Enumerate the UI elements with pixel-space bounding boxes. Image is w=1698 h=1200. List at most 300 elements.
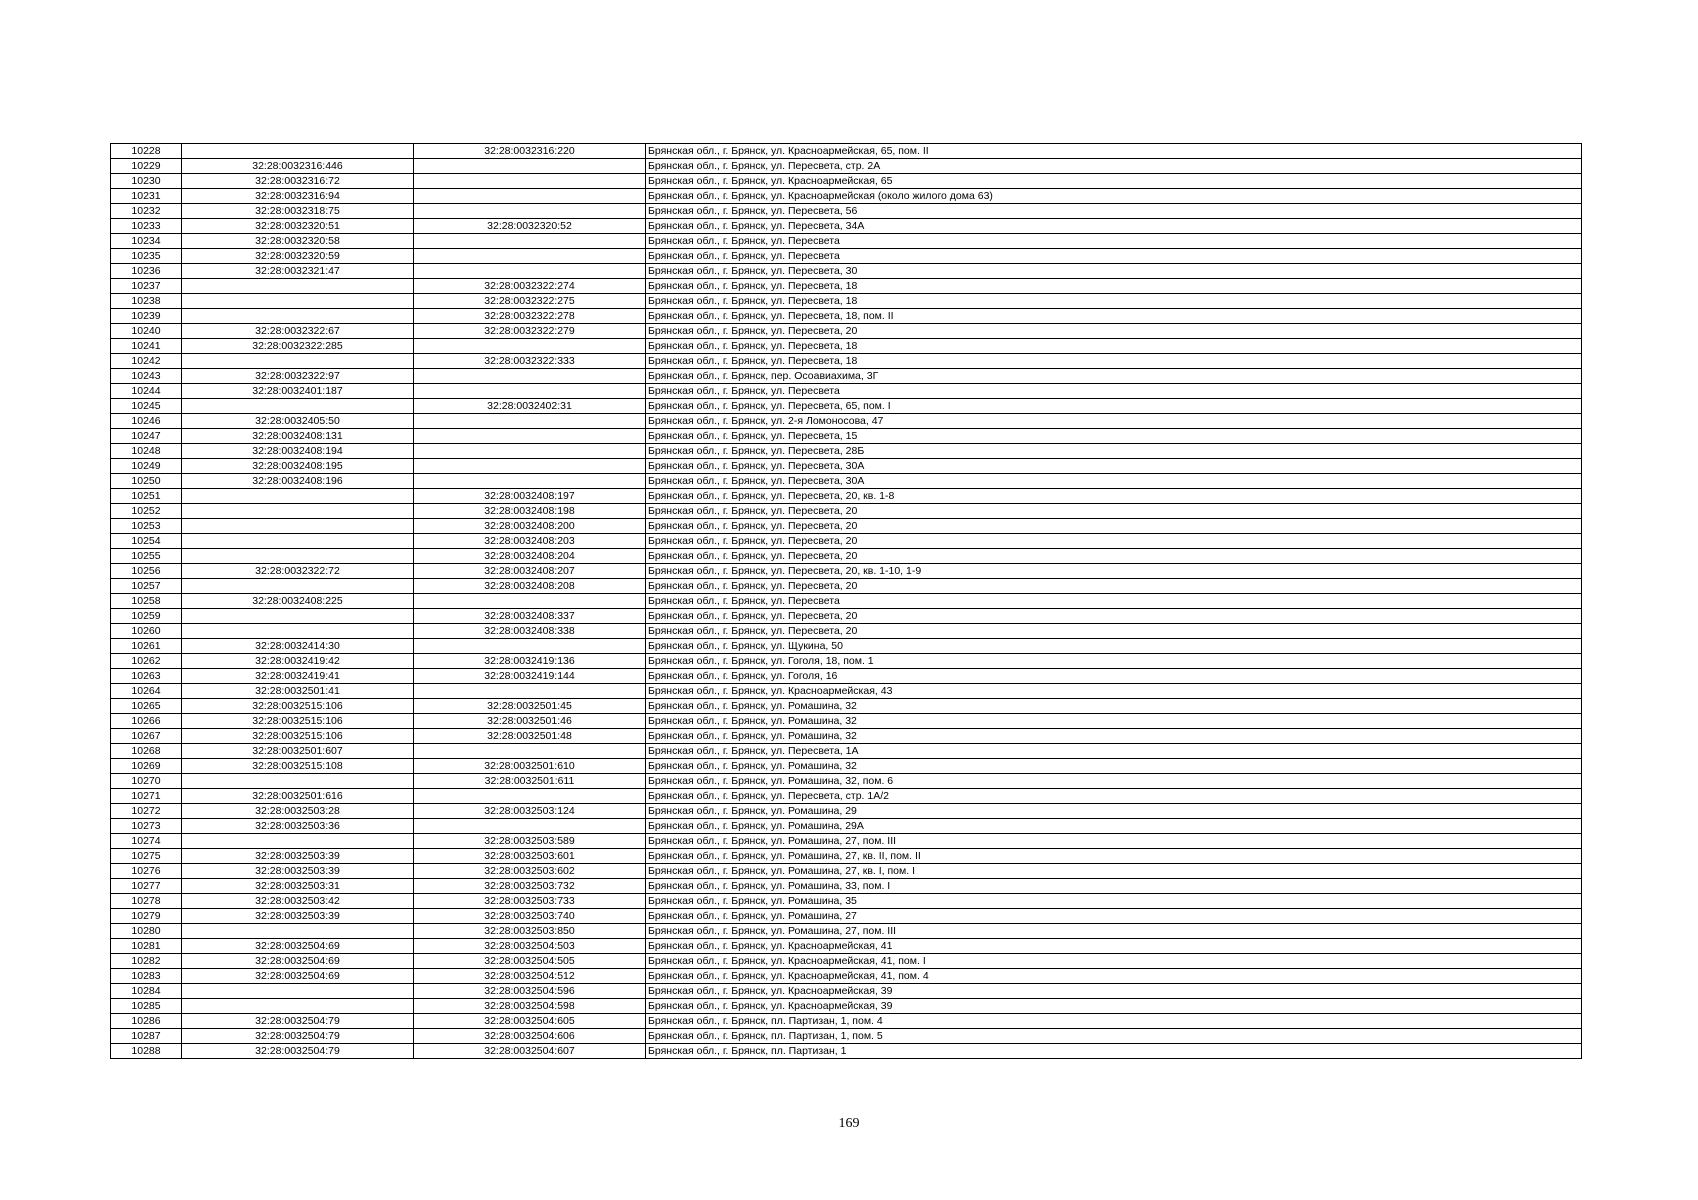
table-row [111, 969, 1582, 984]
address-cell: Брянская обл., г. Брянск, ул. Щукина, 50 [646, 639, 1582, 654]
table-row [111, 669, 1582, 684]
address-cell: Брянская обл., г. Брянск, ул. Ромашина, 27, кв. I, пом. I [646, 864, 1582, 879]
land-cadastral-cell: 32:28:0032408:195 [182, 459, 414, 474]
table-row [111, 369, 1582, 384]
land-cadastral-cell: 32:28:0032408:225 [182, 594, 414, 609]
land-cadastral-cell: 32:28:0032515:106 [182, 699, 414, 714]
building-cadastral-cell: 32:28:0032322:274 [414, 279, 646, 294]
table-row [111, 384, 1582, 399]
address-cell: Брянская обл., г. Брянск, ул. Красноармейская, 43 [646, 684, 1582, 699]
row-number-cell: 10272 [111, 804, 182, 819]
address-cell: Брянская обл., г. Брянск, ул. Пересвета, 30А [646, 459, 1582, 474]
row-number-cell: 10260 [111, 624, 182, 639]
building-cadastral-cell: 32:28:0032408:207 [414, 564, 646, 579]
row-number-cell: 10286 [111, 1014, 182, 1029]
row-number-cell: 10263 [111, 669, 182, 684]
row-number-cell: 10265 [111, 699, 182, 714]
building-cadastral-cell: 32:28:0032501:46 [414, 714, 646, 729]
address-cell: Брянская обл., г. Брянск, ул. Гоголя, 18, пом. 1 [646, 654, 1582, 669]
row-number-cell: 10232 [111, 204, 182, 219]
address-cell: Брянская обл., г. Брянск, ул. Пересвета [646, 594, 1582, 609]
table-row [111, 609, 1582, 624]
address-cell: Брянская обл., г. Брянск, ул. Пересвета, 56 [646, 204, 1582, 219]
building-cadastral-cell [414, 429, 646, 444]
land-cadastral-cell: 32:28:0032419:41 [182, 669, 414, 684]
address-cell: Брянская обл., г. Брянск, ул. Пересвета, 20, кв. 1-8 [646, 489, 1582, 504]
table-row [111, 894, 1582, 909]
land-cadastral-cell: 32:28:0032515:106 [182, 714, 414, 729]
building-cadastral-cell: 32:28:0032504:596 [414, 984, 646, 999]
table-row [111, 294, 1582, 309]
land-cadastral-cell: 32:28:0032503:36 [182, 819, 414, 834]
row-number-cell: 10268 [111, 744, 182, 759]
table-row [111, 819, 1582, 834]
building-cadastral-cell: 32:28:0032322:278 [414, 309, 646, 324]
building-cadastral-cell: 32:28:0032408:198 [414, 504, 646, 519]
table-row [111, 1044, 1582, 1059]
address-cell: Брянская обл., г. Брянск, ул. Пересвета, 1А [646, 744, 1582, 759]
building-cadastral-cell [414, 444, 646, 459]
building-cadastral-cell [414, 819, 646, 834]
land-cadastral-cell: 32:28:0032318:75 [182, 204, 414, 219]
land-cadastral-cell: 32:28:0032504:69 [182, 954, 414, 969]
address-cell: Брянская обл., г. Брянск, ул. Пересвета, стр. 2А [646, 159, 1582, 174]
row-number-cell: 10264 [111, 684, 182, 699]
table-row [111, 144, 1582, 159]
address-cell: Брянская обл., г. Брянск, ул. Пересвета, 15 [646, 429, 1582, 444]
table-row [111, 579, 1582, 594]
land-cadastral-cell: 32:28:0032316:94 [182, 189, 414, 204]
land-cadastral-cell [182, 984, 414, 999]
row-number-cell: 10267 [111, 729, 182, 744]
building-cadastral-cell [414, 639, 646, 654]
table-row [111, 924, 1582, 939]
building-cadastral-cell: 32:28:0032408:204 [414, 549, 646, 564]
row-number-cell: 10287 [111, 1029, 182, 1044]
address-cell: Брянская обл., г. Брянск, ул. Пересвета, 30А [646, 474, 1582, 489]
land-cadastral-cell: 32:28:0032408:194 [182, 444, 414, 459]
address-cell: Брянская обл., г. Брянск, ул. Красноармейская, 41 [646, 939, 1582, 954]
land-cadastral-cell [182, 279, 414, 294]
building-cadastral-cell: 32:28:0032501:45 [414, 699, 646, 714]
building-cadastral-cell: 32:28:0032503:733 [414, 894, 646, 909]
building-cadastral-cell: 32:28:0032504:598 [414, 999, 646, 1014]
address-cell: Брянская обл., г. Брянск, ул. Пересвета, 20 [646, 324, 1582, 339]
building-cadastral-cell: 32:28:0032504:605 [414, 1014, 646, 1029]
land-cadastral-cell: 32:28:0032405:50 [182, 414, 414, 429]
building-cadastral-cell: 32:28:0032501:611 [414, 774, 646, 789]
building-cadastral-cell [414, 384, 646, 399]
address-cell: Брянская обл., г. Брянск, ул. Пересвета, 20 [646, 579, 1582, 594]
table-row [111, 699, 1582, 714]
table-row [111, 939, 1582, 954]
land-cadastral-cell: 32:28:0032503:31 [182, 879, 414, 894]
building-cadastral-cell [414, 234, 646, 249]
building-cadastral-cell [414, 369, 646, 384]
land-cadastral-cell: 32:28:0032401:187 [182, 384, 414, 399]
address-cell: Брянская обл., г. Брянск, ул. Красноармейская, 65 [646, 174, 1582, 189]
land-cadastral-cell: 32:28:0032515:106 [182, 729, 414, 744]
table-row [111, 714, 1582, 729]
registry-table-container [110, 143, 1582, 1059]
address-cell: Брянская обл., г. Брянск, ул. Пересвета, 20 [646, 624, 1582, 639]
building-cadastral-cell: 32:28:0032419:144 [414, 669, 646, 684]
land-cadastral-cell [182, 519, 414, 534]
row-number-cell: 10279 [111, 909, 182, 924]
land-cadastral-cell: 32:28:0032503:28 [182, 804, 414, 819]
address-cell: Брянская обл., г. Брянск, ул. Пересвета, стр. 1А/2 [646, 789, 1582, 804]
table-row [111, 639, 1582, 654]
land-cadastral-cell: 32:28:0032408:131 [182, 429, 414, 444]
land-cadastral-cell [182, 609, 414, 624]
row-number-cell: 10281 [111, 939, 182, 954]
table-row [111, 189, 1582, 204]
land-cadastral-cell [182, 309, 414, 324]
table-row [111, 429, 1582, 444]
building-cadastral-cell [414, 264, 646, 279]
building-cadastral-cell: 32:28:0032501:610 [414, 759, 646, 774]
table-row [111, 219, 1582, 234]
address-cell: Брянская обл., г. Брянск, пл. Партизан, 1, пом. 4 [646, 1014, 1582, 1029]
building-cadastral-cell: 32:28:0032402:31 [414, 399, 646, 414]
table-row [111, 564, 1582, 579]
land-cadastral-cell [182, 294, 414, 309]
building-cadastral-cell: 32:28:0032501:48 [414, 729, 646, 744]
land-cadastral-cell [182, 534, 414, 549]
row-number-cell: 10259 [111, 609, 182, 624]
row-number-cell: 10235 [111, 249, 182, 264]
land-cadastral-cell [182, 999, 414, 1014]
land-cadastral-cell: 32:28:0032504:79 [182, 1014, 414, 1029]
address-cell: Брянская обл., г. Брянск, ул. Пересвета, 34А [646, 219, 1582, 234]
land-cadastral-cell [182, 774, 414, 789]
land-cadastral-cell: 32:28:0032316:446 [182, 159, 414, 174]
building-cadastral-cell [414, 339, 646, 354]
table-row [111, 879, 1582, 894]
address-cell: Брянская обл., г. Брянск, ул. Ромашина, 29А [646, 819, 1582, 834]
building-cadastral-cell [414, 159, 646, 174]
land-cadastral-cell: 32:28:0032320:51 [182, 219, 414, 234]
building-cadastral-cell [414, 204, 646, 219]
land-cadastral-cell: 32:28:0032322:285 [182, 339, 414, 354]
land-cadastral-cell: 32:28:0032414:30 [182, 639, 414, 654]
row-number-cell: 10283 [111, 969, 182, 984]
building-cadastral-cell: 32:28:0032503:740 [414, 909, 646, 924]
table-row [111, 789, 1582, 804]
building-cadastral-cell [414, 789, 646, 804]
address-cell: Брянская обл., г. Брянск, ул. Пересвета [646, 234, 1582, 249]
row-number-cell: 10239 [111, 309, 182, 324]
building-cadastral-cell: 32:28:0032503:589 [414, 834, 646, 849]
row-number-cell: 10262 [111, 654, 182, 669]
address-cell: Брянская обл., г. Брянск, ул. Красноармейская, 41, пом. 4 [646, 969, 1582, 984]
table-row [111, 204, 1582, 219]
land-cadastral-cell: 32:28:0032503:39 [182, 849, 414, 864]
address-cell: Брянская обл., г. Брянск, ул. Пересвета, 18 [646, 354, 1582, 369]
land-cadastral-cell: 32:28:0032320:59 [182, 249, 414, 264]
row-number-cell: 10250 [111, 474, 182, 489]
table-row [111, 474, 1582, 489]
table-row [111, 414, 1582, 429]
row-number-cell: 10258 [111, 594, 182, 609]
land-cadastral-cell: 32:28:0032322:97 [182, 369, 414, 384]
row-number-cell: 10249 [111, 459, 182, 474]
address-cell: Брянская обл., г. Брянск, ул. Ромашина, 33, пом. I [646, 879, 1582, 894]
address-cell: Брянская обл., г. Брянск, пл. Партизан, 1 [646, 1044, 1582, 1059]
table-row [111, 864, 1582, 879]
row-number-cell: 10251 [111, 489, 182, 504]
building-cadastral-cell: 32:28:0032408:203 [414, 534, 646, 549]
building-cadastral-cell: 32:28:0032503:732 [414, 879, 646, 894]
building-cadastral-cell [414, 474, 646, 489]
table-row [111, 264, 1582, 279]
land-cadastral-cell: 32:28:0032504:79 [182, 1029, 414, 1044]
building-cadastral-cell: 32:28:0032408:337 [414, 609, 646, 624]
land-cadastral-cell [182, 354, 414, 369]
address-cell: Брянская обл., г. Брянск, ул. Ромашина, 35 [646, 894, 1582, 909]
address-cell: Брянская обл., г. Брянск, ул. Красноармейская, 41, пом. I [646, 954, 1582, 969]
table-row [111, 909, 1582, 924]
row-number-cell: 10288 [111, 1044, 182, 1059]
table-row [111, 279, 1582, 294]
row-number-cell: 10273 [111, 819, 182, 834]
land-cadastral-cell [182, 549, 414, 564]
row-number-cell: 10269 [111, 759, 182, 774]
table-row [111, 339, 1582, 354]
address-cell: Брянская обл., г. Брянск, ул. Ромашина, 27, кв. II, пом. II [646, 849, 1582, 864]
address-cell: Брянская обл., г. Брянск, ул. Пересвета, 20 [646, 534, 1582, 549]
address-cell: Брянская обл., г. Брянск, ул. Красноармейская, 39 [646, 984, 1582, 999]
address-cell: Брянская обл., г. Брянск, ул. Ромашина, 32, пом. 6 [646, 774, 1582, 789]
row-number-cell: 10256 [111, 564, 182, 579]
row-number-cell: 10284 [111, 984, 182, 999]
row-number-cell: 10243 [111, 369, 182, 384]
row-number-cell: 10254 [111, 534, 182, 549]
land-cadastral-cell: 32:28:0032501:616 [182, 789, 414, 804]
row-number-cell: 10233 [111, 219, 182, 234]
row-number-cell: 10252 [111, 504, 182, 519]
land-cadastral-cell: 32:28:0032321:47 [182, 264, 414, 279]
row-number-cell: 10285 [111, 999, 182, 1014]
registry-table [110, 143, 1582, 1059]
address-cell: Брянская обл., г. Брянск, ул. Пересвета, 18 [646, 294, 1582, 309]
building-cadastral-cell [414, 744, 646, 759]
building-cadastral-cell: 32:28:0032504:505 [414, 954, 646, 969]
table-row [111, 444, 1582, 459]
building-cadastral-cell: 32:28:0032322:279 [414, 324, 646, 339]
table-row [111, 654, 1582, 669]
table-row [111, 999, 1582, 1014]
land-cadastral-cell [182, 489, 414, 504]
land-cadastral-cell: 32:28:0032316:72 [182, 174, 414, 189]
building-cadastral-cell: 32:28:0032503:124 [414, 804, 646, 819]
table-row [111, 594, 1582, 609]
row-number-cell: 10261 [111, 639, 182, 654]
building-cadastral-cell [414, 249, 646, 264]
address-cell: Брянская обл., г. Брянск, ул. Ромашина, 32 [646, 759, 1582, 774]
land-cadastral-cell [182, 579, 414, 594]
table-row [111, 249, 1582, 264]
building-cadastral-cell [414, 414, 646, 429]
table-row [111, 849, 1582, 864]
address-cell: Брянская обл., г. Брянск, ул. Красноармейская, 39 [646, 999, 1582, 1014]
row-number-cell: 10234 [111, 234, 182, 249]
address-cell: Брянская обл., г. Брянск, ул. Пересвета, 65, пом. I [646, 399, 1582, 414]
land-cadastral-cell: 32:28:0032503:39 [182, 864, 414, 879]
row-number-cell: 10236 [111, 264, 182, 279]
land-cadastral-cell [182, 834, 414, 849]
row-number-cell: 10255 [111, 549, 182, 564]
row-number-cell: 10245 [111, 399, 182, 414]
row-number-cell: 10253 [111, 519, 182, 534]
land-cadastral-cell: 32:28:0032419:42 [182, 654, 414, 669]
building-cadastral-cell [414, 594, 646, 609]
table-row [111, 624, 1582, 639]
table-row [111, 159, 1582, 174]
land-cadastral-cell: 32:28:0032322:67 [182, 324, 414, 339]
address-cell: Брянская обл., г. Брянск, ул. Пересвета, 18, пом. II [646, 309, 1582, 324]
building-cadastral-cell [414, 189, 646, 204]
building-cadastral-cell: 32:28:0032408:208 [414, 579, 646, 594]
address-cell: Брянская обл., г. Брянск, ул. Пересвета, 18 [646, 339, 1582, 354]
land-cadastral-cell [182, 924, 414, 939]
address-cell: Брянская обл., г. Брянск, ул. Пересвета, 30 [646, 264, 1582, 279]
address-cell: Брянская обл., г. Брянск, ул. Пересвета, 20 [646, 609, 1582, 624]
row-number-cell: 10247 [111, 429, 182, 444]
land-cadastral-cell: 32:28:0032504:79 [182, 1044, 414, 1059]
building-cadastral-cell: 32:28:0032504:512 [414, 969, 646, 984]
page-number: 169 [838, 1116, 860, 1131]
table-row [111, 549, 1582, 564]
table-row [111, 174, 1582, 189]
table-row [111, 459, 1582, 474]
row-number-cell: 10275 [111, 849, 182, 864]
address-cell: Брянская обл., г. Брянск, ул. Пересвета, 28Б [646, 444, 1582, 459]
table-row [111, 759, 1582, 774]
address-cell: Брянская обл., г. Брянск, ул. 2-я Ломоносова, 47 [646, 414, 1582, 429]
building-cadastral-cell: 32:28:0032503:601 [414, 849, 646, 864]
building-cadastral-cell: 32:28:0032503:602 [414, 864, 646, 879]
row-number-cell: 10270 [111, 774, 182, 789]
address-cell: Брянская обл., г. Брянск, ул. Ромашина, 27, пом. III [646, 924, 1582, 939]
table-row [111, 324, 1582, 339]
table-row [111, 954, 1582, 969]
row-number-cell: 10282 [111, 954, 182, 969]
table-row [111, 399, 1582, 414]
building-cadastral-cell: 32:28:0032504:607 [414, 1044, 646, 1059]
address-cell: Брянская обл., г. Брянск, ул. Красноармейская, 65, пом. II [646, 144, 1582, 159]
row-number-cell: 10228 [111, 144, 182, 159]
address-cell: Брянская обл., г. Брянск, ул. Пересвета, 20, кв. 1-10, 1-9 [646, 564, 1582, 579]
row-number-cell: 10230 [111, 174, 182, 189]
building-cadastral-cell: 32:28:0032320:52 [414, 219, 646, 234]
land-cadastral-cell: 32:28:0032320:58 [182, 234, 414, 249]
land-cadastral-cell: 32:28:0032501:41 [182, 684, 414, 699]
table-row [111, 519, 1582, 534]
building-cadastral-cell [414, 459, 646, 474]
address-cell: Брянская обл., г. Брянск, ул. Ромашина, 27 [646, 909, 1582, 924]
row-number-cell: 10276 [111, 864, 182, 879]
table-row [111, 744, 1582, 759]
land-cadastral-cell [182, 624, 414, 639]
table-row [111, 774, 1582, 789]
address-cell: Брянская обл., г. Брянск, пл. Партизан, 1, пом. 5 [646, 1029, 1582, 1044]
address-cell: Брянская обл., г. Брянск, ул. Красноармейская (около жилого дома 63) [646, 189, 1582, 204]
land-cadastral-cell: 32:28:0032504:69 [182, 939, 414, 954]
row-number-cell: 10241 [111, 339, 182, 354]
address-cell: Брянская обл., г. Брянск, ул. Пересвета, 20 [646, 549, 1582, 564]
building-cadastral-cell: 32:28:0032503:850 [414, 924, 646, 939]
address-cell: Брянская обл., г. Брянск, ул. Пересвета, 20 [646, 519, 1582, 534]
address-cell: Брянская обл., г. Брянск, ул. Ромашина, 32 [646, 714, 1582, 729]
table-row [111, 1014, 1582, 1029]
row-number-cell: 10274 [111, 834, 182, 849]
building-cadastral-cell: 32:28:0032419:136 [414, 654, 646, 669]
row-number-cell: 10229 [111, 159, 182, 174]
row-number-cell: 10277 [111, 879, 182, 894]
land-cadastral-cell: 32:28:0032503:42 [182, 894, 414, 909]
address-cell: Брянская обл., г. Брянск, пер. Осоавиахима, 3Г [646, 369, 1582, 384]
building-cadastral-cell: 32:28:0032504:606 [414, 1029, 646, 1044]
address-cell: Брянская обл., г. Брянск, ул. Ромашина, 27, пом. III [646, 834, 1582, 849]
land-cadastral-cell: 32:28:0032504:69 [182, 969, 414, 984]
row-number-cell: 10231 [111, 189, 182, 204]
table-row [111, 309, 1582, 324]
registry-table-body [111, 144, 1582, 1059]
row-number-cell: 10237 [111, 279, 182, 294]
land-cadastral-cell: 32:28:0032408:196 [182, 474, 414, 489]
address-cell: Брянская обл., г. Брянск, ул. Ромашина, 32 [646, 729, 1582, 744]
building-cadastral-cell [414, 174, 646, 189]
land-cadastral-cell: 32:28:0032503:39 [182, 909, 414, 924]
address-cell: Брянская обл., г. Брянск, ул. Пересвета [646, 249, 1582, 264]
building-cadastral-cell [414, 684, 646, 699]
row-number-cell: 10266 [111, 714, 182, 729]
row-number-cell: 10244 [111, 384, 182, 399]
address-cell: Брянская обл., г. Брянск, ул. Ромашина, 32 [646, 699, 1582, 714]
table-row [111, 234, 1582, 249]
table-row [111, 729, 1582, 744]
land-cadastral-cell: 32:28:0032515:108 [182, 759, 414, 774]
row-number-cell: 10238 [111, 294, 182, 309]
building-cadastral-cell: 32:28:0032322:333 [414, 354, 646, 369]
land-cadastral-cell [182, 399, 414, 414]
table-row [111, 489, 1582, 504]
building-cadastral-cell: 32:28:0032408:200 [414, 519, 646, 534]
row-number-cell: 10240 [111, 324, 182, 339]
table-row [111, 984, 1582, 999]
land-cadastral-cell [182, 504, 414, 519]
row-number-cell: 10242 [111, 354, 182, 369]
building-cadastral-cell: 32:28:0032322:275 [414, 294, 646, 309]
address-cell: Брянская обл., г. Брянск, ул. Пересвета, 20 [646, 504, 1582, 519]
table-row [111, 504, 1582, 519]
land-cadastral-cell [182, 144, 414, 159]
building-cadastral-cell: 32:28:0032408:338 [414, 624, 646, 639]
row-number-cell: 10280 [111, 924, 182, 939]
row-number-cell: 10257 [111, 579, 182, 594]
address-cell: Брянская обл., г. Брянск, ул. Пересвета [646, 384, 1582, 399]
building-cadastral-cell: 32:28:0032504:503 [414, 939, 646, 954]
table-row [111, 834, 1582, 849]
address-cell: Брянская обл., г. Брянск, ул. Гоголя, 16 [646, 669, 1582, 684]
address-cell: Брянская обл., г. Брянск, ул. Ромашина, 29 [646, 804, 1582, 819]
building-cadastral-cell: 32:28:0032408:197 [414, 489, 646, 504]
land-cadastral-cell: 32:28:0032501:607 [182, 744, 414, 759]
table-row [111, 534, 1582, 549]
table-row [111, 804, 1582, 819]
row-number-cell: 10246 [111, 414, 182, 429]
